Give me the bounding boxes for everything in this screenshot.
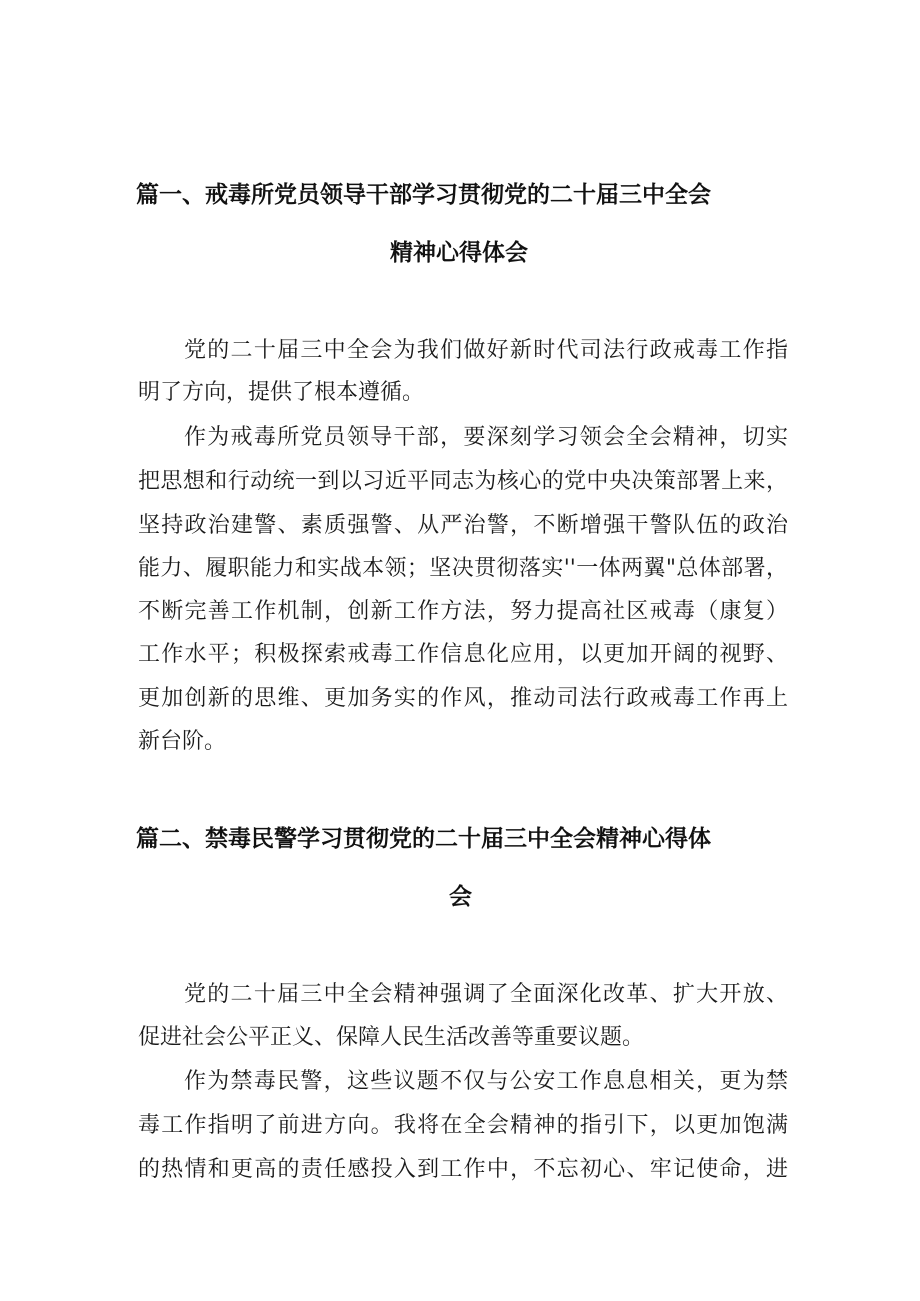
section1-para2-line6: 工作水平；积极探索戒毒工作信息化应用，以更加开阔的视野、: [138, 642, 788, 667]
section1-para2-line2: 把思想和行动统一到以习近平同志为核心的党中央决策部署上来，: [138, 469, 788, 494]
section1-title-line2: 精神心得体会: [390, 240, 528, 266]
section1-para2-line4: 能力、履职能力和实战本领；坚决贯彻落实''一体两翼"总体部署，: [138, 556, 788, 581]
section1-para2-line5: 不断完善工作机制，创新工作方法，努力提高社区戒毒（康复）: [138, 599, 788, 624]
section2-para1-line1: 党的二十届三中全会精神强调了全面深化改革、扩大开放、: [184, 982, 788, 1007]
section2-para2-line1: 作为禁毒民警，这些议题不仅与公安工作息息相关，更为禁: [184, 1069, 788, 1094]
section1-para2-line1: 作为戒毒所党员领导干部，要深刻学习领会全会精神，切实: [184, 425, 788, 450]
section1-title-line1: 篇一、戒毒所党员领导干部学习贯彻党的二十届三中全会: [136, 182, 711, 208]
section2-title-line2: 会: [449, 884, 472, 910]
section1-para2-line3: 坚持政治建警、素质强警、从严治警，不断增强干警队伍的政治: [138, 513, 788, 538]
section1-para1-line2: 明了方向，提供了根本遵循。: [138, 380, 425, 405]
section2-title-line1: 篇二、禁毒民警学习贯彻党的二十届三中全会精神心得体: [136, 826, 711, 852]
section2-para1-line2: 促进社会公平正义、保障人民生活改善等重要议题。: [138, 1025, 645, 1050]
section1-para2-line8: 新台阶。: [138, 729, 227, 754]
section2-para2-line3: 的热情和更高的责任感投入到工作中，不忘初心、牢记使命，进: [138, 1157, 788, 1182]
section2-para2-line2: 毒工作指明了前进方向。我将在全会精神的指引下，以更加饱满: [138, 1113, 788, 1138]
section1-para2-line7: 更加创新的思维、更加务实的作风，推动司法行政戒毒工作再上: [138, 686, 788, 711]
section1-para1-line1: 党的二十届三中全会为我们做好新时代司法行政戒毒工作指: [184, 338, 788, 363]
